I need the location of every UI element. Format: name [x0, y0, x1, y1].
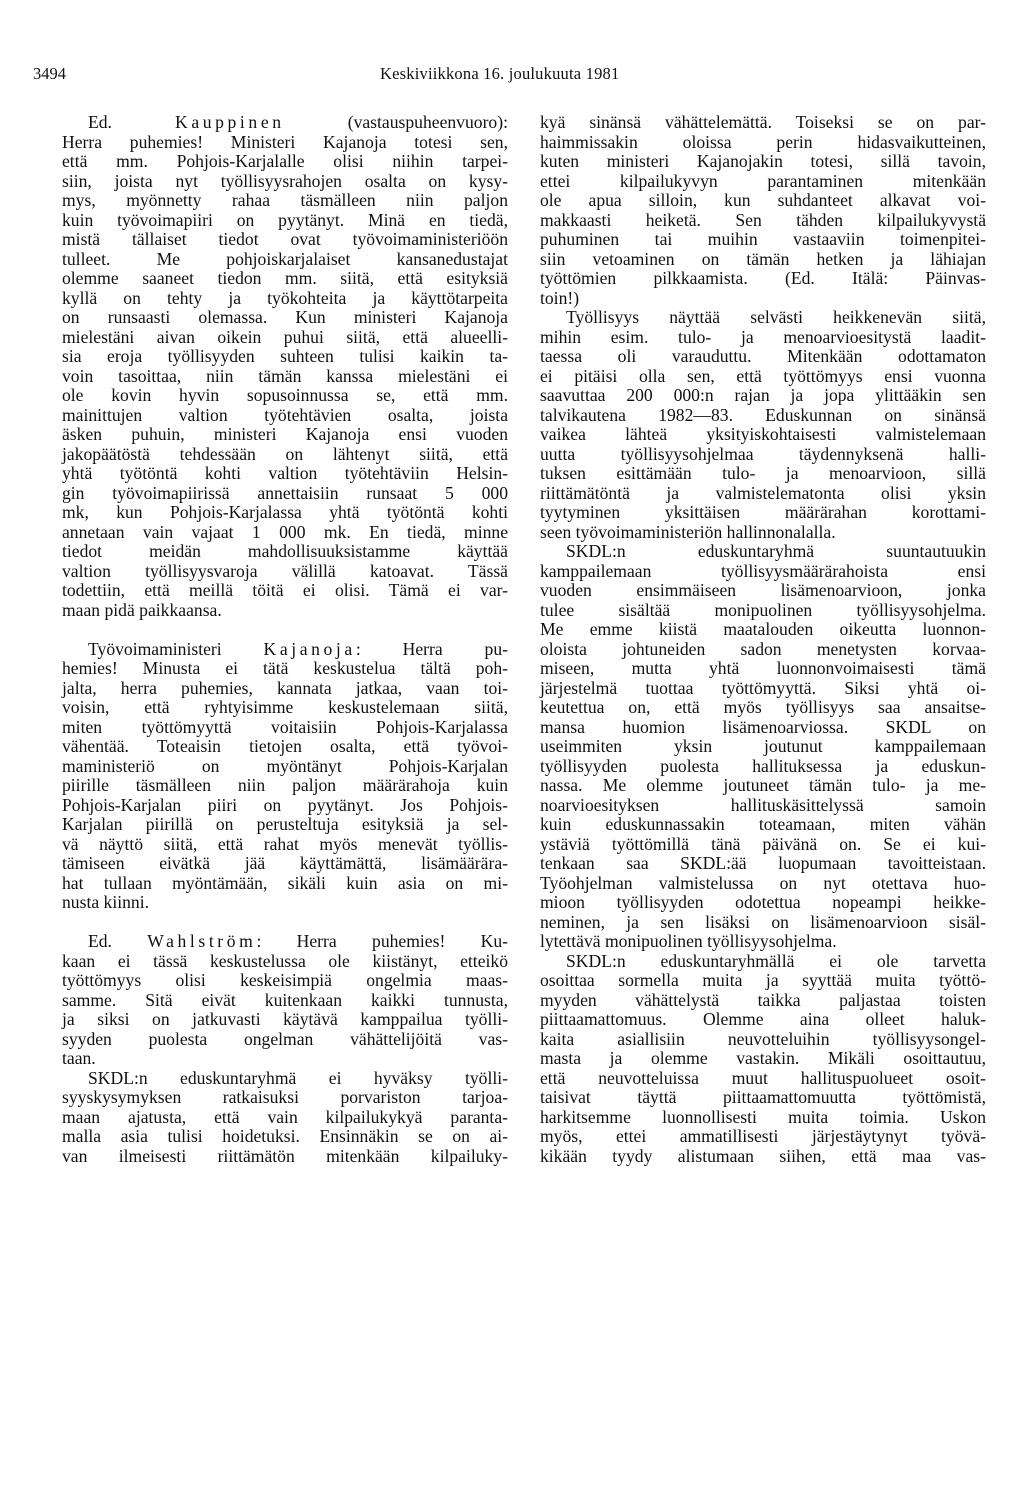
speaker-name: Kajanoja [263, 638, 356, 659]
text-line: yhtä työtöntä kohti valtion työtehtäviin Helsin- [62, 463, 508, 483]
text-line: siin, joista nyt työllisyysrahojen osalta on kysy- [62, 170, 508, 191]
text-line: voin tasoittaa, niin tämän kanssa mielestäni ei [62, 365, 508, 386]
text-line: voisin, että ryhtyisimme keskustelemaan siitä, [62, 697, 508, 717]
speaker-remark: : Herra puhemies! Ku- [256, 931, 508, 951]
speaker-name: Kauppinen [175, 112, 285, 132]
text-line: lytettävä monipuolinen työllisyysohjelma. [540, 931, 837, 951]
speech-body [62, 952, 508, 1069]
text-line: kuten ministeri Kajanojakin totesi, sillä tavoin, [540, 151, 986, 171]
text-line: todettiin, että meillä töitä ei olisi. Tämä ei var- [62, 580, 508, 600]
text-line: tyytyminen yksittäisen määrärahan korottami- [540, 502, 986, 522]
text-line: mihin esim. tulo- ja menoarvioesitystä laadit- [540, 326, 986, 347]
text-line: samme. Sitä eivät kuitenkaan kaikki tunnusta, [62, 989, 508, 1010]
paragraph-continuation [540, 113, 986, 308]
page-heading: Keskiviikkona 16. joulukuuta 1981 [380, 64, 620, 83]
text-line: annetaan vain vajaat 1 000 mk. En tiedä, minne [62, 521, 508, 542]
text-line: sia eroja työllisyyden suhteen tulisi kaikin ta- [62, 346, 508, 366]
text-line: maan pidä paikkaansa. [62, 599, 222, 620]
text-line: mioon työllisyyden odotettua nopeampi heikke- [540, 892, 986, 912]
speech-kauppinen [62, 113, 508, 620]
speaker-prefix: Ed. [88, 112, 112, 132]
text-line: ole kovin hyvin sopusoinnussa se, että mm. [62, 385, 508, 405]
speaker-remark: : Herra pu- [355, 638, 508, 659]
text-line: nassa. Me olemme joutuneet tämän tulo- ja me- [540, 775, 986, 795]
text-line: haimmissakin oloissa perin hidasvaikutteinen, [540, 131, 986, 152]
text-line: Herra puhemies! Ministeri Kajanoja totesi sen, [62, 131, 508, 152]
text-line: valtion työllisyysvaroja välillä katoavat. Tässä [62, 560, 508, 581]
text-line: ja siksi on jatkuvasti käytävä kamppailua työlli- [62, 1009, 508, 1029]
text-line: että neuvotteluissa muut hallituspuolueet osoit- [540, 1067, 986, 1088]
text-line: piirille täsmälleen niin paljon määrärahoja kuin [62, 775, 508, 795]
text-line: kaan ei tässä keskustelussa ole kiistänyt, etteikö [62, 950, 508, 971]
text-line: tiedot meidän mahdollisuuksistamme käyttää [62, 541, 508, 561]
text-line: ei pitäisi olla sen, että työttömyys ensi vuonna [540, 365, 986, 386]
text-line: riittämätöntä ja valmistelematonta olisi yksin [540, 482, 986, 503]
text-line: mistä tällaiset tiedot ovat työvoimaministeriöön [62, 229, 508, 249]
text-line: tulleet. Me pohjoiskarjalaiset kansanedustajat [62, 248, 508, 269]
text-line: taisivat täyttä piittaamattomuutta työttömistä, [540, 1087, 986, 1107]
text-line: työllisyyden puolesta hallituksessa ja eduskun- [540, 755, 986, 776]
text-line: tulee sisältää monipuolinen työllisyysohjelma. [540, 599, 986, 620]
speech-opening-line [62, 640, 508, 660]
text-line: ettei kilpailukyvyn parantaminen mitenkään [540, 170, 986, 191]
speech-opening-line [62, 113, 508, 133]
text-line: maan ajatusta, että vain kilpailukykyä paranta- [62, 1106, 508, 1127]
text-line: myyden vähättelystä taikka paljastaa toisten [540, 989, 986, 1010]
speaker-prefix: Ed. [88, 931, 112, 951]
text-line: mk, kun Pohjois-Karjalassa yhtä työtöntä kohti [62, 502, 508, 522]
speaker-remark: (vastauspuheenvuoro): [347, 112, 508, 132]
text-line: siin vetoaminen on tämän hetken ja lähiajan [540, 248, 986, 269]
text-line: SKDL:n eduskuntaryhmä ei hyväksy työlli- [88, 1067, 508, 1088]
text-line: oloista johtuneiden sadon menetysten korvaa- [540, 638, 986, 659]
text-line: kuin työvoimapiiri on pyytänyt. Minä en tiedä, [62, 209, 508, 230]
speech-body-paragraph [62, 1069, 508, 1167]
text-line: syyden puolesta ongelman vähättelijöitä vas- [62, 1028, 508, 1049]
text-line: olemme saaneet tiedon mm. siitä, että esityksiä [62, 268, 508, 288]
text-line: kyä sinänsä vähättelemättä. Toiseksi se on par- [540, 112, 986, 132]
text-line: vaikea lähteä yksityiskohtaisesti valmistelemaan [540, 424, 986, 444]
text-line: työttömyys olisi keskeisimpiä ongelmia maas- [62, 970, 508, 990]
speech-kajanoja [62, 640, 508, 913]
paragraph-employment [540, 308, 986, 542]
text-line: gin työvoimapiirissä annettaisiin runsaat 5 000 [62, 482, 508, 503]
text-line: tuksen esittämään tulo- ja menoarvioon, sillä [540, 463, 986, 483]
text-line: ole apua silloin, kun suhdanteet alkavat voi- [540, 190, 986, 210]
text-line: taan. [62, 1048, 96, 1068]
paragraph-skdl-group [540, 542, 986, 952]
text-line: että mm. Pohjois-Karjalalle olisi niihin tarpei- [62, 151, 508, 171]
text-line: myös, ettei ammatillisesti järjestäytynyt työvä- [540, 1126, 986, 1146]
speech-body [62, 659, 508, 913]
text-line: miseen, mutta yhtä luonnonvoimaisesti tämä [540, 658, 986, 678]
text-line: vä näyttö siitä, että rahat myös menevät työllis- [62, 833, 508, 854]
text-line: saavuttaa 200 000:n rajan ja jopa ylittääkin sen [540, 385, 986, 405]
text-line: järjestelmä tuottaa työttömyyttä. Siksi yhtä oi- [540, 677, 986, 698]
left-column [62, 113, 508, 1166]
text-line: jakopäätöstä tehdessään on lähtenyt siitä, että [62, 443, 508, 464]
text-line: SKDL:n eduskuntaryhmällä ei ole tarvetta [566, 950, 986, 971]
text-line: masta ja olemme vastakin. Mikäli osoittautuu, [540, 1048, 986, 1068]
text-line: Työohjelman valmistelussa on nyt otettava huo- [540, 872, 986, 893]
text-line: seen työvoimaministeriön hallinnonalalla. [540, 521, 836, 542]
text-line: makkaasti heiketä. Sen tähden kilpailukyvystä [540, 209, 986, 230]
text-line: hat tullaan myöntämään, sikäli kuin asia on mi- [62, 872, 508, 893]
text-line: nusta kiinni. [62, 892, 149, 912]
speech-wahlstrom [62, 932, 508, 1166]
text-line: mielestäni aivan oikein puhui siitä, että alueelli- [62, 326, 508, 347]
text-line: neminen, ja sen lisäksi on lisämenoarvioon sisäl- [540, 911, 986, 932]
speaker-name: Wahlström [147, 931, 257, 951]
text-line: van ilmeisesti riittämätön mitenkään kilpailuky- [62, 1145, 508, 1166]
text-line: on runsaasti olemassa. Kun ministeri Kajanoja [62, 307, 508, 327]
text-line: vähentää. Toteaisin tietojen osalta, että työvoi- [62, 736, 508, 756]
text-line: ystäviä työttömillä tänä päivänä on. Se ei kui- [540, 833, 986, 854]
text-line: mys, myönnetty rahaa täsmälleen niin paljon [62, 190, 508, 210]
text-line: keutettua on, että myös työllisyys saa ansaitse- [540, 697, 986, 717]
text-line: uutta työllisyysohjelmaa täydennyksenä halli- [540, 443, 986, 464]
text-line: puhuminen tai muihin vastaaviin toimenpitei- [540, 229, 986, 249]
text-line: työttömien pilkkaamista. (Ed. Itälä: Päinvas- [540, 268, 986, 288]
text-line: mainittujen valtion työtehtävien osalta, joista [62, 404, 508, 425]
paragraph-skdl-negotiations [540, 952, 986, 1167]
text-line: syyskysymyksen ratkaisuksi porvariston tarjoa- [62, 1087, 508, 1107]
text-line: taessa oli varauduttu. Mitenkään odottamaton [540, 346, 986, 366]
speech-opening-line [62, 932, 508, 952]
right-column [540, 113, 986, 1166]
text-line: kamppailemaan työllisyysmäärärahoista ensi [540, 560, 986, 581]
text-line: toin!) [540, 287, 580, 308]
text-line: kaita asiallisiin neuvotteluihin työllisyysongel- [540, 1028, 986, 1049]
text-line: Karjalan piirillä on perusteltuja esityksiä ja sel- [62, 814, 508, 834]
text-line: tenkaan saa SKDL:ää luopumaan tavoitteistaan. [540, 853, 986, 873]
page-number: 3494 [33, 64, 66, 83]
text-line: miten työttömyyttä voitaisiin Pohjois-Karjalassa [62, 716, 508, 737]
text-line: jalta, herra puhemies, kannata jatkaa, vaan toi- [62, 677, 508, 698]
page-header [0, 64, 1024, 88]
text-line: mansa huomion lisämenoarviossa. SKDL on [540, 716, 986, 737]
text-line: malla asia tulisi hoidetuksi. Ensinnäkin se on ai- [62, 1126, 508, 1146]
text-line: kikään tyydy alistumaan siihen, että maa vas- [540, 1145, 986, 1166]
text-line: useimmiten yksin joutunut kamppailemaan [540, 736, 986, 756]
text-line: kuin eduskunnassakin toteamaan, miten vähän [540, 814, 986, 834]
text-line: maministeriö on myöntänyt Pohjois-Karjalan [62, 755, 508, 776]
text-line: osoittaa sormella muita ja syyttää muita työttö- [540, 970, 986, 990]
text-line: kyllä on tehty ja työkohteita ja käyttötarpeita [62, 287, 508, 308]
text-line: Pohjois-Karjalan piiri on pyytänyt. Jos Pohjois- [62, 794, 508, 815]
text-line: hemies! Minusta ei tätä keskustelua tältä poh- [62, 658, 508, 678]
text-line: noarvioesityksen hallituskäsittelyssä samoin [540, 794, 986, 815]
text-line: äsken puhuin, ministeri Kajanoja ensi vuoden [62, 424, 508, 444]
text-line: Työllisyys näyttää selvästi heikkenevän siitä, [566, 307, 986, 327]
text-line: SKDL:n eduskuntaryhmä suuntautuukin [566, 541, 986, 561]
text-line: vuoden ensimmäiseen lisämenoarvioon, jonka [540, 580, 986, 600]
text-line: tämiseen eivätkä jää käyttämättä, lisämäärära- [62, 853, 508, 873]
text-line: harkitsemme luonnollisesti muita toimia. Uskon [540, 1106, 986, 1127]
speaker-prefix: Työvoimaministeri [88, 638, 222, 659]
speech-body [62, 133, 508, 621]
text-line: piittaamattomuus. Olemme aina olleet haluk- [540, 1009, 986, 1029]
text-line: talvikautena 1982—83. Eduskunnan on sinänsä [540, 404, 986, 425]
text-line: Me emme kiistä maatalouden oikeutta luonnon- [540, 619, 986, 639]
